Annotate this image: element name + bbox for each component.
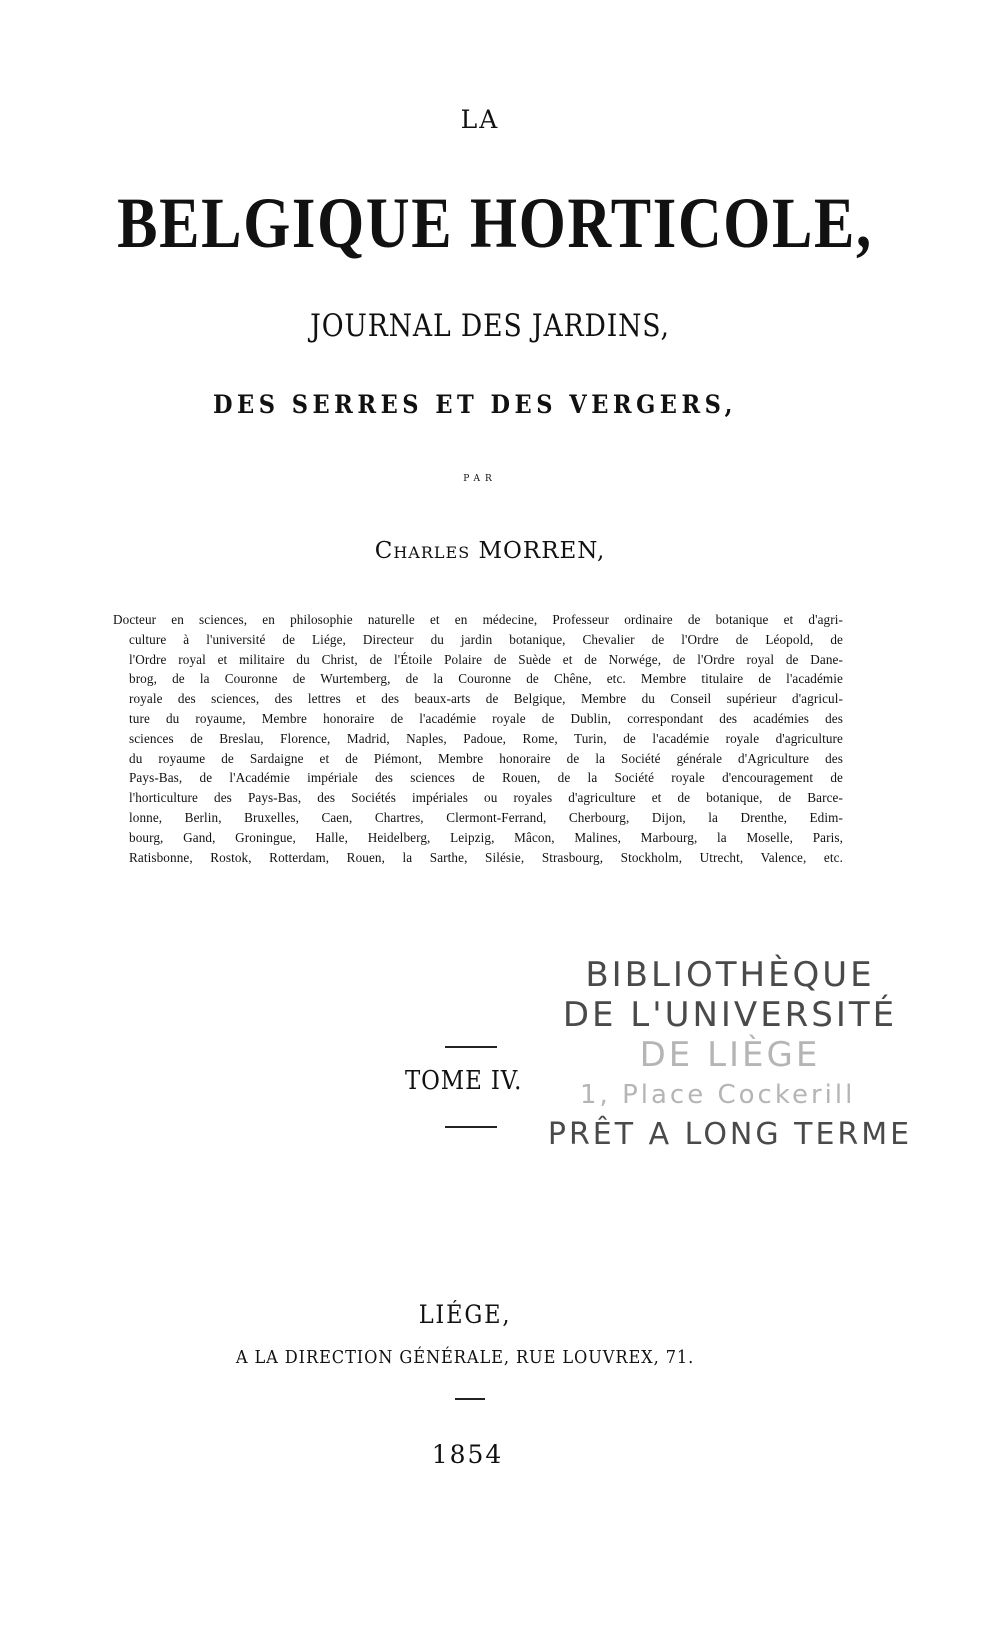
author-first-name: Charles	[374, 538, 471, 564]
imprint-address: A LA DIRECTION GÉNÉRALE, RUE LOUVREX, 71.	[235, 1347, 695, 1368]
title-article: LA	[460, 105, 500, 134]
subtitle-journal: JOURNAL DES JARDINS,	[310, 308, 670, 344]
divider-rule	[445, 1046, 497, 1048]
credentials-line: Ratisbonne, Rostok, Rotterdam, Rouen, la Sarthe, Silésie, Strasbourg, Stockholm, Utrecht, Valence, etc.	[129, 849, 843, 865]
stamp-line: DE LIÈGE	[639, 1035, 821, 1075]
credentials-line: lonne, Berlin, Bruxelles, Caen, Chartres, Clermont-Ferrand, Cherbourg, Dijon, la Drenthe, Edim-	[129, 809, 843, 825]
credentials-line: l'Ordre royal et militaire du Christ, de l'Étoile Polaire de Suède et de Norwége, de l'Ordre royal de Dane-	[129, 651, 843, 667]
author-credentials	[113, 610, 843, 867]
credentials-line: royale des sciences, des lettres et des beaux-arts de Belgique, Membre du Conseil supérieur d'agricul-	[129, 691, 843, 707]
divider-rule	[445, 1126, 497, 1128]
main-title: BELGIQUE HORTICOLE,	[117, 183, 873, 263]
library-stamp	[530, 955, 930, 1155]
credentials-line: culture à l'université de Liége, Directeur du jardin botanique, Chevalier de l'Ordre de Léopold, de	[129, 631, 843, 647]
volume-number: TOME IV.	[405, 1066, 523, 1096]
stamp-line: 1, Place Cockerill	[580, 1080, 856, 1110]
author-name	[0, 538, 980, 564]
credentials-line: ture du royaume, Membre honoraire de l'académie royale de Dublin, correspondant des académies des	[129, 710, 843, 726]
author-last-name: MORREN,	[478, 538, 606, 564]
imprint-year: 1854	[431, 1440, 504, 1469]
credentials-line: l'horticulture des Pays-Bas, des Sociétés impériales ou royales d'agriculture et de botanique, de Barce-	[129, 790, 843, 806]
credentials-line: bourg, Gand, Groningue, Halle, Heidelberg, Leipzig, Mâcon, Malines, Marbourg, la Moselle, Paris,	[129, 829, 843, 845]
divider-rule	[455, 1398, 485, 1400]
credentials-line: sciences de Breslau, Florence, Madrid, Naples, Padoue, Rome, Turin, de l'académie royale d'agriculture	[129, 730, 843, 746]
stamp-line: DE L'UNIVERSITÉ	[562, 995, 898, 1035]
stamp-line: BIBLIOTHÈQUE	[585, 955, 875, 995]
by-line: PAR	[463, 474, 497, 484]
imprint-city: LIÉGE,	[418, 1300, 512, 1329]
subtitle-serres: DES SERRES ET DES VERGERS,	[213, 390, 737, 419]
credentials-line: Docteur en sciences, en philosophie naturelle et en médecine, Professeur ordinaire de botanique et d'agri-	[113, 612, 843, 627]
credentials-line: Pays-Bas, de l'Académie impériale des sciences de Rouen, de la Société royale d'encouragement de	[129, 770, 843, 786]
credentials-line: brog, de la Couronne de Wurtemberg, de la Couronne de Chêne, etc. Membre titulaire de l'académie	[129, 671, 843, 687]
credentials-line: du royaume de Sardaigne et de Piémont, Membre honoraire de la Société générale d'Agriculture des	[129, 750, 843, 766]
stamp-line: PRÊT A LONG TERME	[547, 1117, 913, 1152]
